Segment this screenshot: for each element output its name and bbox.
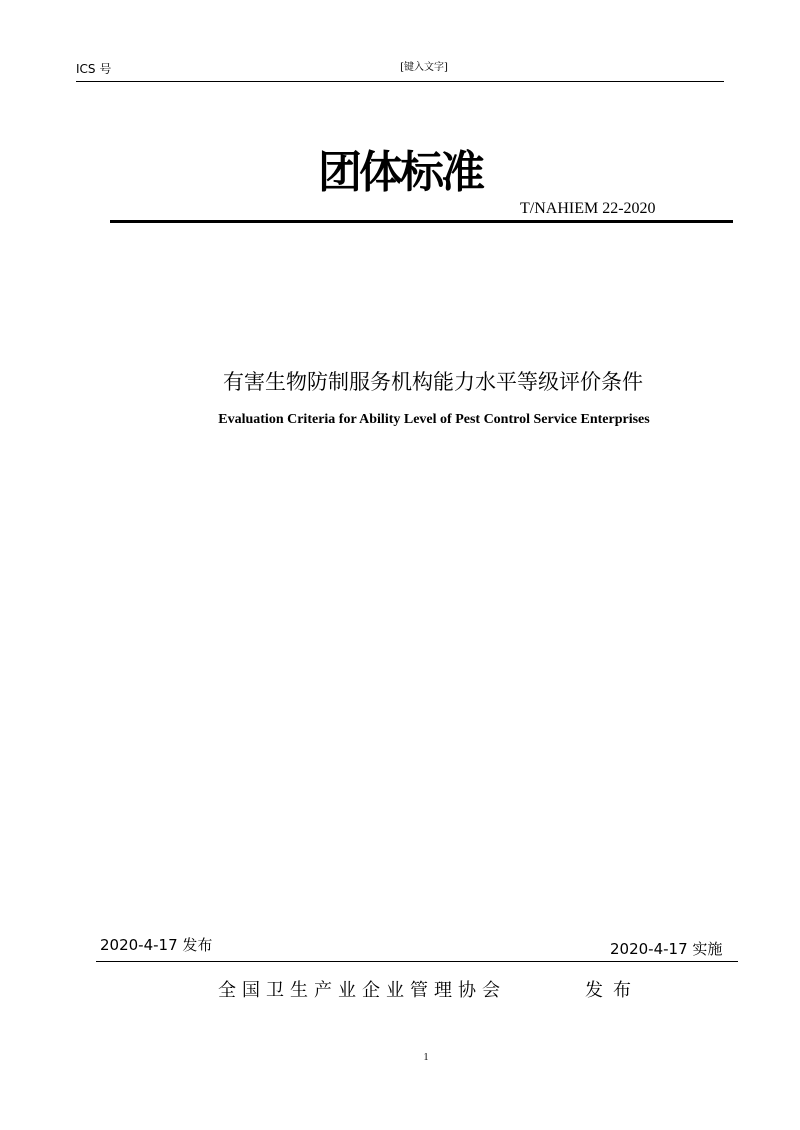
implement-date: 2020-4-17 实施 [610,940,723,958]
issuing-organization: 全国卫生产业企业管理协会 [218,980,506,1001]
standard-code: T/NAHIEM 22-2020 [520,200,656,217]
title-divider [110,220,733,223]
publish-date: 2020-4-17 发布 [100,936,213,954]
footer-divider [96,961,738,962]
header-placeholder-text: [键入文字] [400,62,448,73]
document-title-en: Evaluation Criteria for Ability Level of Pest Control Service Enterprises [218,412,650,427]
document-title-cn: 有害生物防制服务机构能力水平等级评价条件 [223,370,643,394]
header-divider [76,81,724,82]
page-number: 1 [423,1052,429,1063]
standard-category-title: 团体标准 [318,147,482,198]
issue-label: 发布 [585,980,641,1001]
ics-label: ICS 号 [76,62,112,76]
